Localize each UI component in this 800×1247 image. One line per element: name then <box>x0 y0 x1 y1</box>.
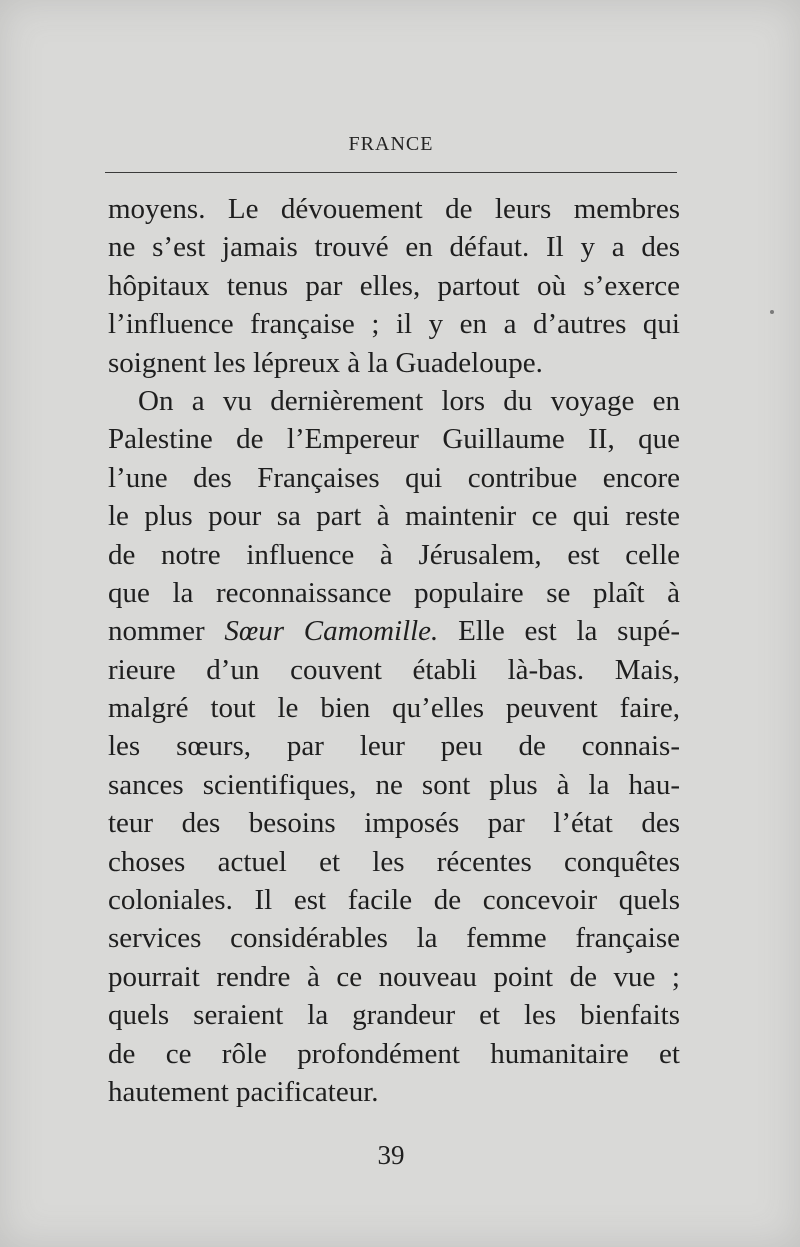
text-line: sances scientifiques, ne sont plus à la hau- <box>108 768 680 801</box>
text-line: Palestine de l’Empereur Guillaume II, que <box>108 423 680 456</box>
print-speck <box>770 310 774 314</box>
text-line: ne s’est jamais trouvé en défaut. Il y a des <box>108 231 680 264</box>
text-line <box>108 612 680 650</box>
text-line: services considérables la femme française <box>108 922 680 955</box>
header-divider <box>105 172 677 173</box>
text-run: Elle est la supé- <box>438 615 680 648</box>
header-title: FRANCE <box>348 133 434 155</box>
text-line: hautement pacificateur. <box>108 1075 379 1108</box>
text-line: On a vu dernièrement lors du voyage en <box>138 384 680 417</box>
text-line: rieure d’un couvent établi là-bas. Mais, <box>108 653 680 686</box>
text-line: moyens. Le dévouement de leurs membres <box>108 193 680 225</box>
text-line: choses actuel et les récentes conquêtes <box>108 845 680 878</box>
running-header <box>105 133 677 156</box>
text-line: de ce rôle profondément humanitaire et <box>108 1037 680 1070</box>
text-line: l’une des Françaises qui contribue encore <box>108 461 680 494</box>
text-line: l’influence française ; il y en a d’autres qui <box>108 308 680 341</box>
text-line: malgré tout le bien qu’elles peuvent faire, <box>108 692 680 725</box>
body-text <box>108 190 680 1111</box>
text-line: teur des besoins imposés par l’état des <box>108 807 680 840</box>
italic-name: Sœur Camomille. <box>224 615 439 648</box>
text-line: que la reconnaissance populaire se plaît à <box>108 576 680 609</box>
text-line: les sœurs, par leur peu de connais- <box>108 730 680 763</box>
text-run: nommer <box>108 615 225 648</box>
text-line: coloniales. Il est facile de concevoir quels <box>108 884 680 917</box>
text-line: soignent les lépreux à la Guadeloupe. <box>108 346 543 379</box>
text-line: le plus pour sa part à maintenir ce qui reste <box>108 500 680 533</box>
text-line: pourrait rendre à ce nouveau point de vue ; <box>108 960 680 993</box>
text-line: hôpitaux tenus par elles, partout où s’exerce <box>108 269 680 302</box>
text-line: quels seraient la grandeur et les bienfaits <box>108 999 680 1032</box>
text-line: de notre influence à Jérusalem, est celle <box>108 538 680 571</box>
page-number: 39 <box>377 1140 405 1170</box>
